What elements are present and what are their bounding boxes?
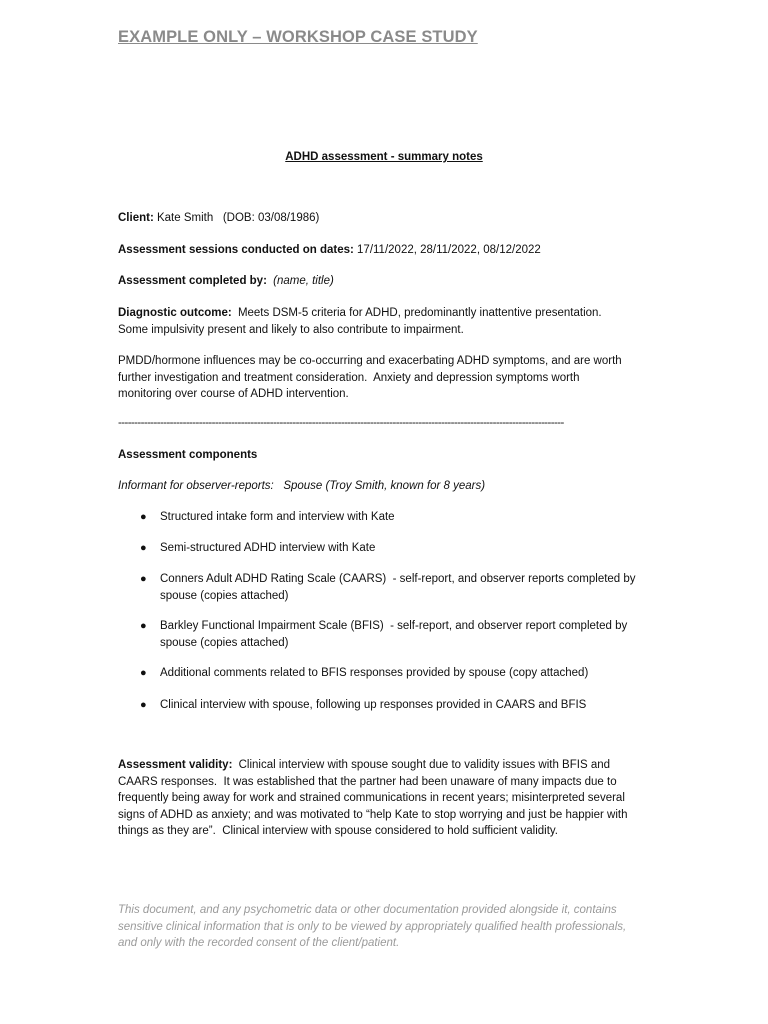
client-label: Client: [118,212,154,224]
sessions-value: 17/11/2022, 28/11/2022, 08/12/2022 [357,244,541,256]
client-value: Kate Smith (DOB: 03/08/1986) [156,212,320,224]
informant-line: Informant for observer-reports: Spouse (Troy Smith, known for 8 years) [118,480,486,492]
client-line [118,210,319,226]
bullet-icon: ● [140,620,147,632]
confidentiality-footer [118,902,626,952]
validity-line-2: CAARS responses. It was established that the partner had been unaware of many impacts due to [118,775,617,788]
dashed-separator: ------------------------------------------------------------------------------------------------------------------------------------------ [118,417,564,429]
bullet-icon: ● [140,667,147,679]
validity-line-3: frequently being away for work and strained communications in recent years; misinterpreted several [118,792,625,804]
pmdd-line-2: further investigation and treatment consideration. Anxiety and depression symptoms worth [118,371,580,384]
validity-line-1 [118,757,668,774]
component-item-text: Additional comments related to BFIS responses provided by spouse (copy attached) [160,667,589,679]
diagnostic-line-2: Some impulsivity present and likely to also contribute to impairment. [118,323,464,336]
component-item-text: Barkley Functional Impairment Scale (BFIS) - self-report, and observer report completed by spouse (copies attached) [160,620,628,649]
diagnostic-label: Diagnostic outcome: [118,307,232,319]
bullet-icon: ● [140,573,147,585]
completed-by-label: Assessment completed by: [118,275,267,287]
diagnostic-outcome [118,305,658,338]
pmdd-line-3: monitoring over course of ADHD intervention. [118,388,349,400]
footer-line-2: sensitive clinical information that is only to be viewed by appropriately qualified health professionals, [118,920,627,933]
validity-line-4: signs of ADHD as anxiety; and was motivated to “help Kate to stop worrying and just be happier with [118,808,628,821]
bullet-icon: ● [140,699,147,711]
footer-line-3: and only with the recorded consent of the client/patient. [118,937,400,949]
components-heading: Assessment components [118,449,258,461]
component-item-text: Semi-structured ADHD interview with Kate [160,542,376,554]
pmdd-paragraph [118,353,658,403]
completed-by-value: (name, title) [273,275,334,287]
diagnostic-text-1: Meets DSM-5 criteria for ADHD, predominantly inattentive presentation. [237,307,602,319]
validity-paragraph [118,757,668,840]
validity-label: Assessment validity: [118,759,233,771]
example-banner: EXAMPLE ONLY – WORKSHOP CASE STUDY [118,28,478,46]
pmdd-line-1: PMDD/hormone influences may be co-occurring and exacerbating ADHD symptoms, and are worth [118,355,622,367]
diagnostic-line-1 [118,305,658,322]
component-item-text: Clinical interview with spouse, following up responses provided in CAARS and BFIS [160,699,587,711]
completed-by-line [118,273,334,289]
bullet-icon: ● [140,542,147,554]
bullet-icon: ● [140,511,147,523]
validity-text-1: Clinical interview with spouse sought due to validity issues with BFIS and [238,759,610,771]
validity-line-5: things as they are”. Clinical interview with spouse considered to hold sufficient validity. [118,825,558,837]
footer-line-1: This document, and any psychometric data or other documentation provided alongside it, contains [118,904,617,916]
component-item-text: Structured intake form and interview with Kate [160,511,395,523]
sessions-label: Assessment sessions conducted on dates: [118,244,354,256]
document-title: ADHD assessment - summary notes [285,151,483,163]
sessions-line [118,242,541,258]
component-item-text: Conners Adult ADHD Rating Scale (CAARS) - self-report, and observer reports completed by spouse (copies attached) [160,573,636,602]
